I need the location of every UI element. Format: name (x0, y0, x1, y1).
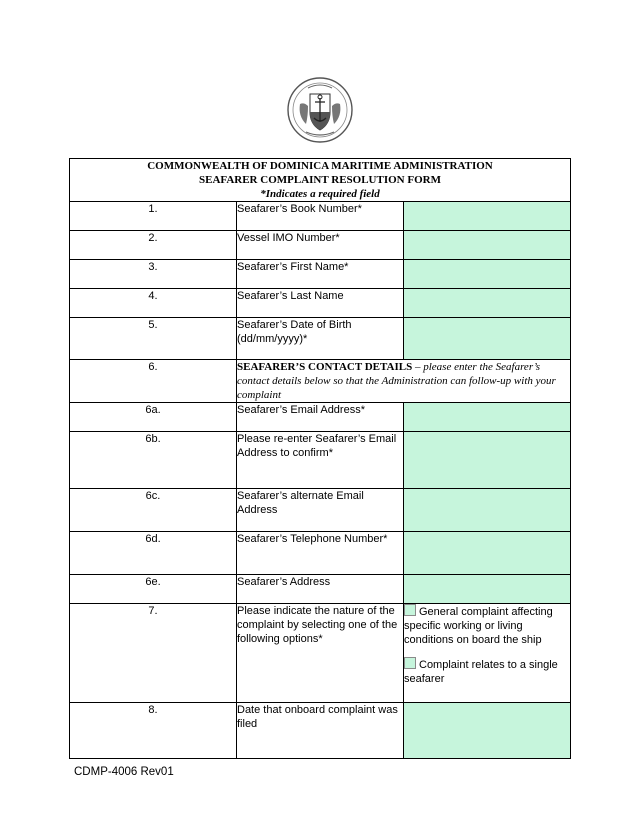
row-number: 5. (70, 318, 237, 360)
row-number: 3. (70, 260, 237, 289)
contact-section-title: SEAFARER’S CONTACT DETAILS (237, 361, 413, 373)
contact-section-row (70, 360, 571, 403)
form-header (70, 159, 571, 202)
form-row (70, 432, 571, 489)
row-label: Seafarer’s Book Number* (237, 202, 404, 231)
maritime-administration-seal (286, 76, 354, 144)
form-row (70, 231, 571, 260)
telephone-field[interactable] (404, 532, 571, 575)
form-row (70, 202, 571, 231)
row-number: 6e. (70, 575, 237, 604)
general-complaint-checkbox[interactable] (404, 604, 416, 616)
row-number: 4. (70, 289, 237, 318)
row-label: Seafarer’s First Name* (237, 260, 404, 289)
row-label: Seafarer’s Address (237, 575, 404, 604)
option-label: General complaint affecting specific working or living conditions on board the ship (404, 606, 553, 646)
form-row (70, 260, 571, 289)
form-row (70, 318, 571, 360)
complaint-option (404, 604, 570, 647)
row-label: Date that onboard complaint was filed (237, 703, 404, 759)
date-of-birth-field[interactable] (404, 318, 571, 360)
row-number: 6d. (70, 532, 237, 575)
required-field-note: *Indicates a required field (260, 188, 380, 200)
row-label: Vessel IMO Number* (237, 231, 404, 260)
row-number: 6. (70, 360, 237, 403)
document-code: CDMP-4006 Rev01 (74, 766, 174, 778)
email-field[interactable] (404, 403, 571, 432)
row-number: 1. (70, 202, 237, 231)
vessel-imo-number-field[interactable] (404, 231, 571, 260)
form-header-row (70, 159, 571, 202)
row-number: 7. (70, 604, 237, 703)
last-name-field[interactable] (404, 289, 571, 318)
complaint-option (404, 657, 570, 686)
option-label: Complaint relates to a single seafarer (404, 659, 558, 685)
row-label: Seafarer’s alternate Email Address (237, 489, 404, 532)
row-number: 6a. (70, 403, 237, 432)
confirm-email-field[interactable] (404, 432, 571, 489)
alternate-email-field[interactable] (404, 489, 571, 532)
row-number: 6c. (70, 489, 237, 532)
contact-section-instructions: please enter the Seafarer’s contact details below so that the Administration can follow-up with your complaint (237, 361, 556, 401)
row-label: Seafarer’s Date of Birth (dd/mm/yyyy)* (237, 318, 404, 360)
complaint-form-table (69, 158, 571, 759)
row-label: Seafarer’s Email Address* (237, 403, 404, 432)
row-label: Please indicate the nature of the complaint by selecting one of the following options* (237, 604, 404, 703)
row-number: 2. (70, 231, 237, 260)
address-field[interactable] (404, 575, 571, 604)
row-label: Seafarer’s Last Name (237, 289, 404, 318)
first-name-field[interactable] (404, 260, 571, 289)
organization-title: COMMONWEALTH OF DOMINICA MARITIME ADMINISTRATION (147, 160, 493, 172)
form-row (70, 489, 571, 532)
form-row (70, 575, 571, 604)
row-number: 6b. (70, 432, 237, 489)
row-label: Seafarer’s Telephone Number* (237, 532, 404, 575)
form-row (70, 403, 571, 432)
form-row (70, 703, 571, 759)
seafarer-book-number-field[interactable] (404, 202, 571, 231)
single-seafarer-checkbox[interactable] (404, 657, 416, 669)
row-label: Please re-enter Seafarer’s Email Address to confirm* (237, 432, 404, 489)
form-row (70, 289, 571, 318)
contact-section-heading (237, 360, 571, 403)
form-row (70, 532, 571, 575)
onboard-complaint-date-field[interactable] (404, 703, 571, 759)
form-row (70, 604, 571, 703)
row-number: 8. (70, 703, 237, 759)
form-title: SEAFARER COMPLAINT RESOLUTION FORM (199, 174, 441, 186)
complaint-nature-options (404, 604, 571, 703)
contact-section-dash: – (412, 361, 424, 373)
